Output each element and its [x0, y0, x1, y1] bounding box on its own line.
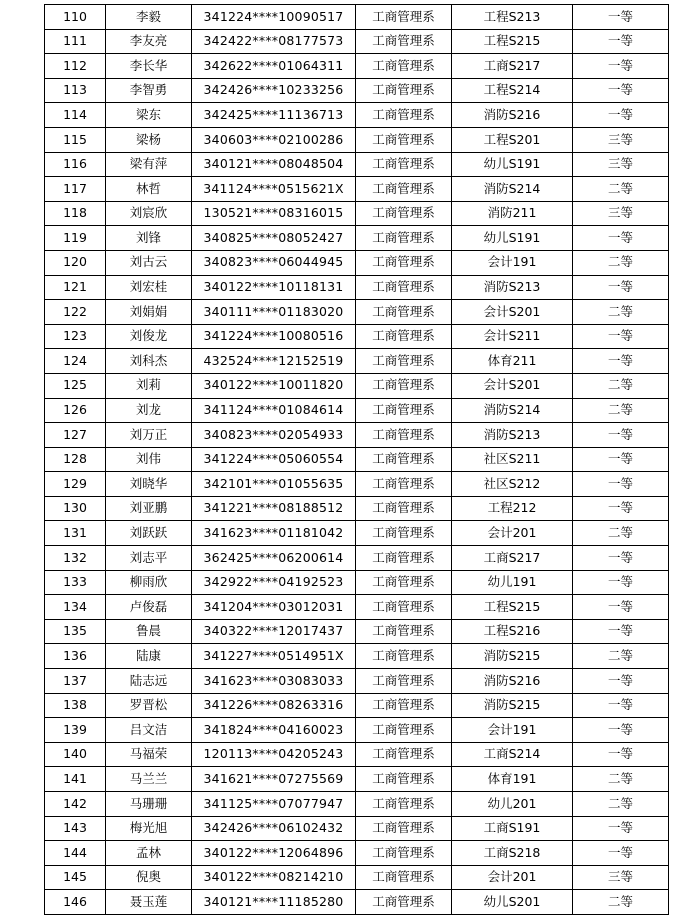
id-number-cell: 341224****05060554	[192, 447, 356, 472]
award-level-cell: 一等	[573, 5, 669, 30]
row-number-cell: 122	[45, 300, 106, 325]
id-number-cell: 340122****08214210	[192, 865, 356, 890]
department-cell: 工商管理系	[356, 152, 452, 177]
class-name-cell: 工程S215	[452, 29, 573, 54]
student-name-cell: 罗晋松	[106, 693, 192, 718]
table-row	[45, 767, 669, 792]
student-name-cell: 马福荣	[106, 742, 192, 767]
id-number-cell: 341224****10090517	[192, 5, 356, 30]
award-level-cell: 一等	[573, 226, 669, 251]
student-name-cell: 李友亮	[106, 29, 192, 54]
table-row	[45, 324, 669, 349]
award-level-cell: 二等	[573, 250, 669, 275]
roster-body	[45, 5, 669, 915]
department-cell: 工商管理系	[356, 5, 452, 30]
table-row	[45, 792, 669, 817]
student-name-cell: 鲁晨	[106, 619, 192, 644]
table-row	[45, 865, 669, 890]
id-number-cell: 340825****08052427	[192, 226, 356, 251]
class-name-cell: 会计S201	[452, 373, 573, 398]
award-level-cell: 一等	[573, 718, 669, 743]
department-cell: 工商管理系	[356, 890, 452, 915]
department-cell: 工商管理系	[356, 792, 452, 817]
class-name-cell: 工商S218	[452, 841, 573, 866]
id-number-cell: 341621****07275569	[192, 767, 356, 792]
student-name-cell: 聂玉莲	[106, 890, 192, 915]
table-row	[45, 570, 669, 595]
department-cell: 工商管理系	[356, 496, 452, 521]
award-level-cell: 二等	[573, 177, 669, 202]
department-cell: 工商管理系	[356, 865, 452, 890]
table-row	[45, 349, 669, 374]
department-cell: 工商管理系	[356, 546, 452, 571]
department-cell: 工商管理系	[356, 619, 452, 644]
award-level-cell: 二等	[573, 644, 669, 669]
row-number-cell: 119	[45, 226, 106, 251]
table-row	[45, 300, 669, 325]
department-cell: 工商管理系	[356, 349, 452, 374]
row-number-cell: 121	[45, 275, 106, 300]
award-level-cell: 一等	[573, 349, 669, 374]
id-number-cell: 342426****06102432	[192, 816, 356, 841]
award-level-cell: 一等	[573, 324, 669, 349]
department-cell: 工商管理系	[356, 767, 452, 792]
award-level-cell: 三等	[573, 865, 669, 890]
department-cell: 工商管理系	[356, 521, 452, 546]
row-number-cell: 143	[45, 816, 106, 841]
department-cell: 工商管理系	[356, 742, 452, 767]
class-name-cell: 幼儿191	[452, 570, 573, 595]
department-cell: 工商管理系	[356, 718, 452, 743]
class-name-cell: 消防S215	[452, 693, 573, 718]
department-cell: 工商管理系	[356, 423, 452, 448]
class-name-cell: 体育211	[452, 349, 573, 374]
id-number-cell: 340121****11185280	[192, 890, 356, 915]
table-row	[45, 54, 669, 79]
id-number-cell: 340823****02054933	[192, 423, 356, 448]
student-name-cell: 孟林	[106, 841, 192, 866]
student-name-cell: 刘俊龙	[106, 324, 192, 349]
award-level-cell: 一等	[573, 570, 669, 595]
student-name-cell: 马兰兰	[106, 767, 192, 792]
id-number-cell: 340121****08048504	[192, 152, 356, 177]
row-number-cell: 114	[45, 103, 106, 128]
award-level-cell: 一等	[573, 669, 669, 694]
table-row	[45, 423, 669, 448]
department-cell: 工商管理系	[356, 226, 452, 251]
row-number-cell: 116	[45, 152, 106, 177]
department-cell: 工商管理系	[356, 669, 452, 694]
class-name-cell: 幼儿S191	[452, 152, 573, 177]
row-number-cell: 120	[45, 250, 106, 275]
class-name-cell: 消防S213	[452, 423, 573, 448]
class-name-cell: 工商S191	[452, 816, 573, 841]
row-number-cell: 126	[45, 398, 106, 423]
row-number-cell: 145	[45, 865, 106, 890]
award-level-cell: 一等	[573, 693, 669, 718]
award-level-cell: 二等	[573, 792, 669, 817]
student-name-cell: 刘宏桂	[106, 275, 192, 300]
department-cell: 工商管理系	[356, 103, 452, 128]
table-row	[45, 546, 669, 571]
class-name-cell: 会计S201	[452, 300, 573, 325]
row-number-cell: 112	[45, 54, 106, 79]
class-name-cell: 幼儿S191	[452, 226, 573, 251]
award-level-cell: 三等	[573, 201, 669, 226]
student-name-cell: 梁杨	[106, 127, 192, 152]
id-number-cell: 130521****08316015	[192, 201, 356, 226]
id-number-cell: 341124****0515621X	[192, 177, 356, 202]
table-row	[45, 693, 669, 718]
row-number-cell: 128	[45, 447, 106, 472]
class-name-cell: 社区S212	[452, 472, 573, 497]
class-name-cell: 体育191	[452, 767, 573, 792]
student-name-cell: 陆康	[106, 644, 192, 669]
row-number-cell: 141	[45, 767, 106, 792]
student-name-cell: 李长华	[106, 54, 192, 79]
table-row	[45, 496, 669, 521]
student-name-cell: 倪奥	[106, 865, 192, 890]
class-name-cell: 工程S215	[452, 595, 573, 620]
award-level-cell: 三等	[573, 152, 669, 177]
class-name-cell: 工商S217	[452, 546, 573, 571]
row-number-cell: 146	[45, 890, 106, 915]
department-cell: 工商管理系	[356, 177, 452, 202]
class-name-cell: 工商S214	[452, 742, 573, 767]
id-number-cell: 340823****06044945	[192, 250, 356, 275]
table-row	[45, 742, 669, 767]
department-cell: 工商管理系	[356, 595, 452, 620]
row-number-cell: 113	[45, 78, 106, 103]
student-name-cell: 刘晓华	[106, 472, 192, 497]
class-name-cell: 消防S216	[452, 669, 573, 694]
student-name-cell: 柳雨欣	[106, 570, 192, 595]
award-level-cell: 一等	[573, 742, 669, 767]
award-level-cell: 一等	[573, 103, 669, 128]
row-number-cell: 139	[45, 718, 106, 743]
id-number-cell: 342101****01055635	[192, 472, 356, 497]
table-row	[45, 447, 669, 472]
row-number-cell: 123	[45, 324, 106, 349]
id-number-cell: 341824****04160023	[192, 718, 356, 743]
award-level-cell: 一等	[573, 423, 669, 448]
class-name-cell: 工程S201	[452, 127, 573, 152]
id-number-cell: 362425****06200614	[192, 546, 356, 571]
row-number-cell: 115	[45, 127, 106, 152]
student-name-cell: 梁东	[106, 103, 192, 128]
table-row	[45, 521, 669, 546]
department-cell: 工商管理系	[356, 201, 452, 226]
award-level-cell: 一等	[573, 78, 669, 103]
table-row	[45, 201, 669, 226]
table-row	[45, 841, 669, 866]
row-number-cell: 111	[45, 29, 106, 54]
award-level-cell: 二等	[573, 398, 669, 423]
table-row	[45, 78, 669, 103]
id-number-cell: 340322****12017437	[192, 619, 356, 644]
department-cell: 工商管理系	[356, 54, 452, 79]
student-roster-table	[44, 4, 669, 915]
id-number-cell: 341623****03083033	[192, 669, 356, 694]
department-cell: 工商管理系	[356, 816, 452, 841]
student-name-cell: 卢俊磊	[106, 595, 192, 620]
student-name-cell: 林哲	[106, 177, 192, 202]
student-name-cell: 陆志远	[106, 669, 192, 694]
class-name-cell: 会计201	[452, 865, 573, 890]
id-number-cell: 340122****12064896	[192, 841, 356, 866]
id-number-cell: 341204****03012031	[192, 595, 356, 620]
table-row	[45, 595, 669, 620]
table-row	[45, 250, 669, 275]
student-name-cell: 刘科杰	[106, 349, 192, 374]
award-level-cell: 一等	[573, 619, 669, 644]
award-level-cell: 一等	[573, 841, 669, 866]
row-number-cell: 117	[45, 177, 106, 202]
class-name-cell: 工程S216	[452, 619, 573, 644]
class-name-cell: 幼儿S201	[452, 890, 573, 915]
id-number-cell: 340122****10011820	[192, 373, 356, 398]
class-name-cell: 工程212	[452, 496, 573, 521]
student-name-cell: 李智勇	[106, 78, 192, 103]
award-level-cell: 三等	[573, 127, 669, 152]
class-name-cell: 消防211	[452, 201, 573, 226]
table-row	[45, 644, 669, 669]
class-name-cell: 幼儿201	[452, 792, 573, 817]
table-row	[45, 127, 669, 152]
row-number-cell: 129	[45, 472, 106, 497]
class-name-cell: 消防S214	[452, 177, 573, 202]
id-number-cell: 341124****01084614	[192, 398, 356, 423]
student-name-cell: 刘宸欣	[106, 201, 192, 226]
award-level-cell: 一等	[573, 595, 669, 620]
student-name-cell: 刘伟	[106, 447, 192, 472]
table-row	[45, 890, 669, 915]
id-number-cell: 341623****01181042	[192, 521, 356, 546]
student-name-cell: 梅光旭	[106, 816, 192, 841]
row-number-cell: 133	[45, 570, 106, 595]
class-name-cell: 消防S215	[452, 644, 573, 669]
row-number-cell: 132	[45, 546, 106, 571]
class-name-cell: 工程S213	[452, 5, 573, 30]
id-number-cell: 342622****01064311	[192, 54, 356, 79]
department-cell: 工商管理系	[356, 250, 452, 275]
department-cell: 工商管理系	[356, 841, 452, 866]
row-number-cell: 135	[45, 619, 106, 644]
class-name-cell: 会计201	[452, 521, 573, 546]
department-cell: 工商管理系	[356, 275, 452, 300]
table-row	[45, 718, 669, 743]
class-name-cell: 会计S211	[452, 324, 573, 349]
student-name-cell: 刘志平	[106, 546, 192, 571]
table-row	[45, 472, 669, 497]
department-cell: 工商管理系	[356, 644, 452, 669]
class-name-cell: 会计191	[452, 718, 573, 743]
department-cell: 工商管理系	[356, 300, 452, 325]
table-row	[45, 5, 669, 30]
table-row	[45, 373, 669, 398]
row-number-cell: 118	[45, 201, 106, 226]
table-row	[45, 29, 669, 54]
department-cell: 工商管理系	[356, 472, 452, 497]
student-name-cell: 刘万正	[106, 423, 192, 448]
department-cell: 工商管理系	[356, 324, 452, 349]
department-cell: 工商管理系	[356, 398, 452, 423]
id-number-cell: 342922****04192523	[192, 570, 356, 595]
student-name-cell: 刘龙	[106, 398, 192, 423]
department-cell: 工商管理系	[356, 373, 452, 398]
id-number-cell: 342425****11136713	[192, 103, 356, 128]
student-name-cell: 刘古云	[106, 250, 192, 275]
department-cell: 工商管理系	[356, 693, 452, 718]
student-name-cell: 刘锋	[106, 226, 192, 251]
row-number-cell: 110	[45, 5, 106, 30]
table-row	[45, 177, 669, 202]
award-level-cell: 二等	[573, 890, 669, 915]
award-level-cell: 一等	[573, 29, 669, 54]
class-name-cell: 消防S214	[452, 398, 573, 423]
row-number-cell: 142	[45, 792, 106, 817]
student-name-cell: 马珊珊	[106, 792, 192, 817]
table-row	[45, 275, 669, 300]
id-number-cell: 341224****10080516	[192, 324, 356, 349]
row-number-cell: 137	[45, 669, 106, 694]
table-row	[45, 669, 669, 694]
award-level-cell: 二等	[573, 373, 669, 398]
table-row	[45, 226, 669, 251]
class-name-cell: 工商S217	[452, 54, 573, 79]
student-name-cell: 梁有萍	[106, 152, 192, 177]
id-number-cell: 120113****04205243	[192, 742, 356, 767]
student-name-cell: 刘娟娟	[106, 300, 192, 325]
table-row	[45, 816, 669, 841]
row-number-cell: 144	[45, 841, 106, 866]
row-number-cell: 131	[45, 521, 106, 546]
class-name-cell: 消防S216	[452, 103, 573, 128]
award-level-cell: 一等	[573, 472, 669, 497]
award-level-cell: 一等	[573, 275, 669, 300]
id-number-cell: 341221****08188512	[192, 496, 356, 521]
award-level-cell: 一等	[573, 54, 669, 79]
class-name-cell: 消防S213	[452, 275, 573, 300]
row-number-cell: 124	[45, 349, 106, 374]
award-level-cell: 一等	[573, 496, 669, 521]
class-name-cell: 工程S214	[452, 78, 573, 103]
student-name-cell: 刘跃跃	[106, 521, 192, 546]
award-level-cell: 一等	[573, 546, 669, 571]
row-number-cell: 138	[45, 693, 106, 718]
department-cell: 工商管理系	[356, 78, 452, 103]
award-level-cell: 二等	[573, 767, 669, 792]
row-number-cell: 134	[45, 595, 106, 620]
table-row	[45, 619, 669, 644]
award-level-cell: 一等	[573, 816, 669, 841]
id-number-cell: 432524****12152519	[192, 349, 356, 374]
department-cell: 工商管理系	[356, 127, 452, 152]
award-level-cell: 一等	[573, 447, 669, 472]
award-level-cell: 二等	[573, 300, 669, 325]
table-row	[45, 152, 669, 177]
row-number-cell: 130	[45, 496, 106, 521]
id-number-cell: 342422****08177573	[192, 29, 356, 54]
student-name-cell: 刘莉	[106, 373, 192, 398]
id-number-cell: 341125****07077947	[192, 792, 356, 817]
id-number-cell: 342426****10233256	[192, 78, 356, 103]
department-cell: 工商管理系	[356, 570, 452, 595]
class-name-cell: 社区S211	[452, 447, 573, 472]
student-name-cell: 刘亚鹏	[106, 496, 192, 521]
table-row	[45, 398, 669, 423]
award-level-cell: 二等	[573, 521, 669, 546]
id-number-cell: 341227****0514951X	[192, 644, 356, 669]
row-number-cell: 127	[45, 423, 106, 448]
department-cell: 工商管理系	[356, 29, 452, 54]
row-number-cell: 125	[45, 373, 106, 398]
id-number-cell: 341226****08263316	[192, 693, 356, 718]
student-name-cell: 吕文洁	[106, 718, 192, 743]
id-number-cell: 340603****02100286	[192, 127, 356, 152]
class-name-cell: 会计191	[452, 250, 573, 275]
row-number-cell: 140	[45, 742, 106, 767]
id-number-cell: 340111****01183020	[192, 300, 356, 325]
student-name-cell: 李毅	[106, 5, 192, 30]
table-row	[45, 103, 669, 128]
department-cell: 工商管理系	[356, 447, 452, 472]
id-number-cell: 340122****10118131	[192, 275, 356, 300]
row-number-cell: 136	[45, 644, 106, 669]
